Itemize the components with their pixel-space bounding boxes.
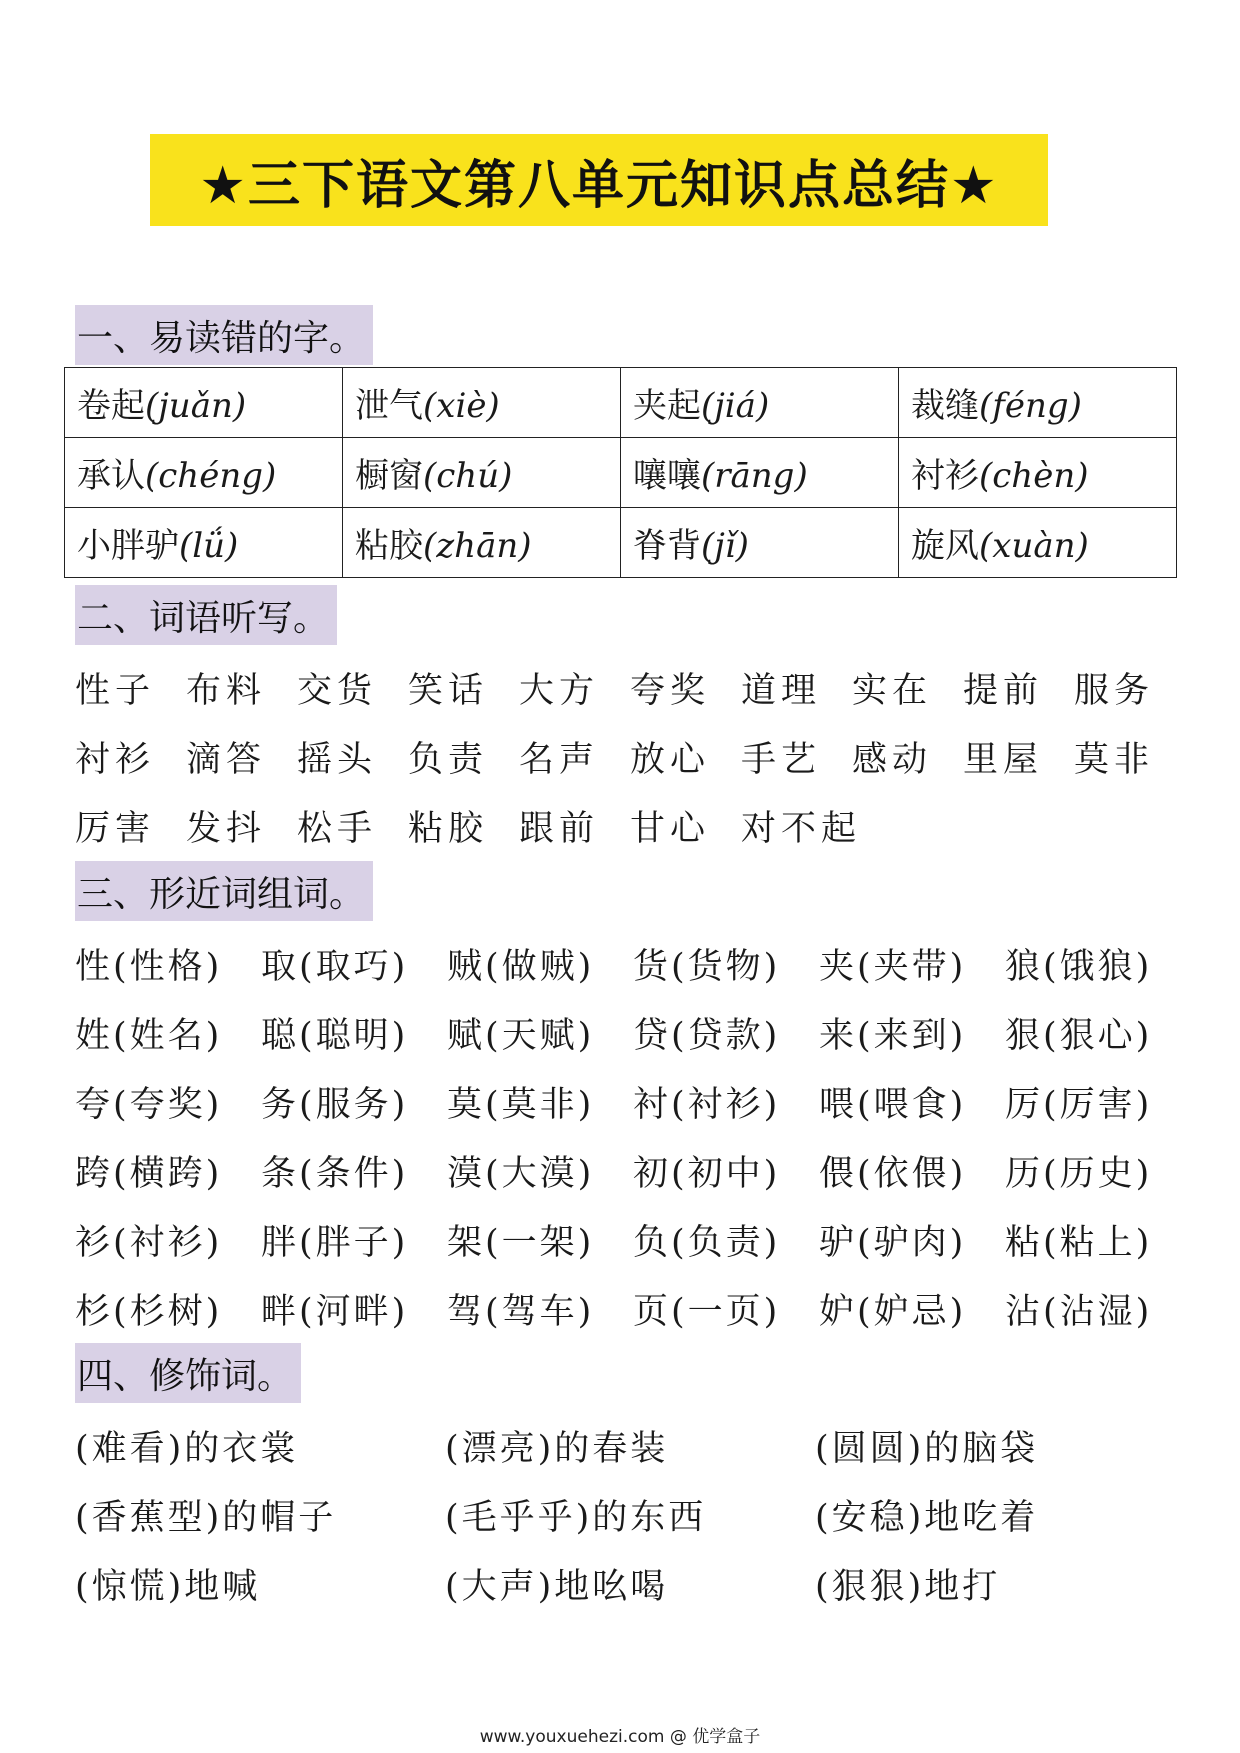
section-heading-similar-chars: 三、形近词组词。	[75, 861, 373, 921]
similar-char-item: 取(取巧)	[261, 946, 409, 987]
similar-char-item: 架(一架)	[447, 1222, 595, 1263]
pinyin-reading: (chú)	[423, 456, 513, 496]
similar-char-item: 衫(衬衫)	[75, 1222, 223, 1263]
vocab-word: 发抖	[186, 808, 267, 849]
similar-char-item: 赋(天赋)	[447, 1015, 595, 1056]
pinyin-word: 卷起	[77, 386, 145, 426]
modifier-phrase: (安稳)地吃着	[815, 1497, 1039, 1538]
vocab-word: 里屋	[963, 739, 1044, 780]
section-heading-dictation: 二、词语听写。	[75, 585, 337, 645]
modifier-phrase: (难看)的衣裳	[75, 1428, 299, 1469]
modifier-phrase: (圆圆)的脑袋	[815, 1428, 1039, 1469]
pinyin-word: 脊背	[633, 526, 701, 566]
pinyin-reading: (lǘ)	[179, 526, 239, 566]
pinyin-cell	[343, 438, 621, 508]
similar-char-item: 驴(驴肉)	[819, 1222, 967, 1263]
vocab-word: 松手	[297, 808, 378, 849]
pinyin-row	[65, 368, 1177, 438]
similar-char-item: 务(服务)	[261, 1084, 409, 1125]
vocab-word: 厉害	[75, 808, 156, 849]
pinyin-word: 旋风	[911, 526, 979, 566]
vocab-word: 夸奖	[630, 670, 711, 711]
pinyin-word: 衬衫	[911, 456, 979, 496]
pinyin-cell	[621, 368, 899, 438]
similar-char-item: 喂(喂食)	[819, 1084, 967, 1125]
similar-char-item: 驾(驾车)	[447, 1291, 595, 1332]
vocab-word: 衬衫	[75, 739, 156, 780]
similar-char-item: 条(条件)	[261, 1153, 409, 1194]
vocab-word: 服务	[1074, 670, 1155, 711]
pinyin-word: 小胖驴	[77, 526, 179, 566]
similar-char-item: 偎(依偎)	[819, 1153, 967, 1194]
similar-char-item: 负(负责)	[633, 1222, 781, 1263]
similar-char-item: 贼(做贼)	[447, 946, 595, 987]
pinyin-cell	[65, 508, 343, 578]
pinyin-reading: (zhān)	[423, 526, 532, 566]
similar-char-item: 畔(河畔)	[261, 1291, 409, 1332]
similar-char-item: 聪(聪明)	[261, 1015, 409, 1056]
vocab-word: 粘胶	[408, 808, 489, 849]
similar-char-item: 性(性格)	[75, 946, 223, 987]
pinyin-reading: (juǎn)	[145, 386, 247, 426]
similar-char-item: 页(一页)	[633, 1291, 781, 1332]
vocab-word: 实在	[852, 670, 933, 711]
similar-char-item: 历(历史)	[1005, 1153, 1153, 1194]
pinyin-reading: (chéng)	[145, 456, 277, 496]
pinyin-reading: (xiè)	[423, 386, 500, 426]
similar-char-item: 来(来到)	[819, 1015, 967, 1056]
similar-char-item: 杉(杉树)	[75, 1291, 223, 1332]
vocab-word: 滴答	[186, 739, 267, 780]
vocab-word: 布料	[186, 670, 267, 711]
pinyin-reading: (chèn)	[979, 456, 1089, 496]
pinyin-reading: (rāng)	[701, 456, 808, 496]
section-heading-misread-chars: 一、易读错的字。	[75, 305, 373, 365]
similar-char-item: 胖(胖子)	[261, 1222, 409, 1263]
vocab-word: 跟前	[519, 808, 600, 849]
vocab-word: 甘心	[630, 808, 711, 849]
pinyin-word: 承认	[77, 456, 145, 496]
vocab-word: 对不起	[741, 808, 862, 849]
similar-chars-list	[75, 929, 1191, 1343]
vocab-word: 手艺	[741, 739, 822, 780]
vocab-word: 提前	[963, 670, 1044, 711]
vocab-word: 摇头	[297, 739, 378, 780]
similar-char-item: 妒(妒忌)	[819, 1291, 967, 1332]
modifier-phrase: (漂亮)的春装	[445, 1428, 669, 1469]
similar-char-item: 跨(横跨)	[75, 1153, 223, 1194]
pinyin-word: 泄气	[355, 386, 423, 426]
pinyin-cell	[343, 368, 621, 438]
modifier-phrase: (香蕉型)的帽子	[75, 1497, 337, 1538]
similar-char-item: 狼(饿狼)	[1005, 946, 1153, 987]
pinyin-row	[65, 438, 1177, 508]
vocab-word: 性子	[75, 670, 156, 711]
pinyin-cell	[343, 508, 621, 578]
pinyin-reading: (féng)	[979, 386, 1082, 426]
modifier-phrase: (惊慌)地喊	[75, 1566, 261, 1607]
vocab-word: 名声	[519, 739, 600, 780]
modifier-phrase: (毛乎乎)的东西	[445, 1497, 707, 1538]
pinyin-cell	[899, 508, 1177, 578]
pinyin-row	[65, 508, 1177, 578]
similar-char-item: 姓(姓名)	[75, 1015, 223, 1056]
pinyin-cell	[899, 368, 1177, 438]
footer-watermark: www.youxuehezi.com @ 优学盒子	[479, 1727, 761, 1747]
page-title: ★三下语文第八单元知识点总结★	[150, 134, 1048, 226]
modifier-phrase: (狠狠)地打	[815, 1566, 1001, 1607]
pinyin-reading: (jiá)	[701, 386, 770, 426]
similar-char-item: 漠(大漠)	[447, 1153, 595, 1194]
similar-char-item: 莫(莫非)	[447, 1084, 595, 1125]
vocab-word: 道理	[741, 670, 822, 711]
similar-char-item: 衬(衬衫)	[633, 1084, 781, 1125]
similar-char-item: 厉(厉害)	[1005, 1084, 1153, 1125]
similar-char-item: 贷(贷款)	[633, 1015, 781, 1056]
pinyin-cell	[65, 368, 343, 438]
pinyin-word: 夹起	[633, 386, 701, 426]
similar-char-item: 初(初中)	[633, 1153, 781, 1194]
pinyin-reading: (xuàn)	[979, 526, 1089, 566]
pinyin-cell	[621, 438, 899, 508]
vocab-word: 笑话	[408, 670, 489, 711]
pinyin-word: 裁缝	[911, 386, 979, 426]
vocab-word: 感动	[852, 739, 933, 780]
vocab-word: 放心	[630, 739, 711, 780]
pinyin-cell	[621, 508, 899, 578]
pinyin-cell	[899, 438, 1177, 508]
similar-char-item: 沾(沾湿)	[1005, 1291, 1153, 1332]
similar-char-item: 粘(粘上)	[1005, 1222, 1153, 1263]
pinyin-word: 粘胶	[355, 526, 423, 566]
similar-char-item: 夹(夹带)	[819, 946, 967, 987]
modifiers-list	[75, 1411, 1185, 1618]
pinyin-table	[64, 367, 1177, 578]
vocab-list	[75, 653, 1185, 860]
vocab-word: 大方	[519, 670, 600, 711]
similar-char-item: 夸(夸奖)	[75, 1084, 223, 1125]
vocab-word: 负责	[408, 739, 489, 780]
pinyin-cell	[65, 438, 343, 508]
pinyin-reading: (jǐ)	[701, 526, 749, 566]
pinyin-word: 嚷嚷	[633, 456, 701, 496]
modifier-phrase: (大声)地吆喝	[445, 1566, 669, 1607]
section-heading-modifiers: 四、修饰词。	[75, 1343, 301, 1403]
vocab-word: 莫非	[1074, 739, 1155, 780]
similar-char-item: 狠(狠心)	[1005, 1015, 1153, 1056]
similar-char-item: 货(货物)	[633, 946, 781, 987]
vocab-word: 交货	[297, 670, 378, 711]
pinyin-word: 橱窗	[355, 456, 423, 496]
